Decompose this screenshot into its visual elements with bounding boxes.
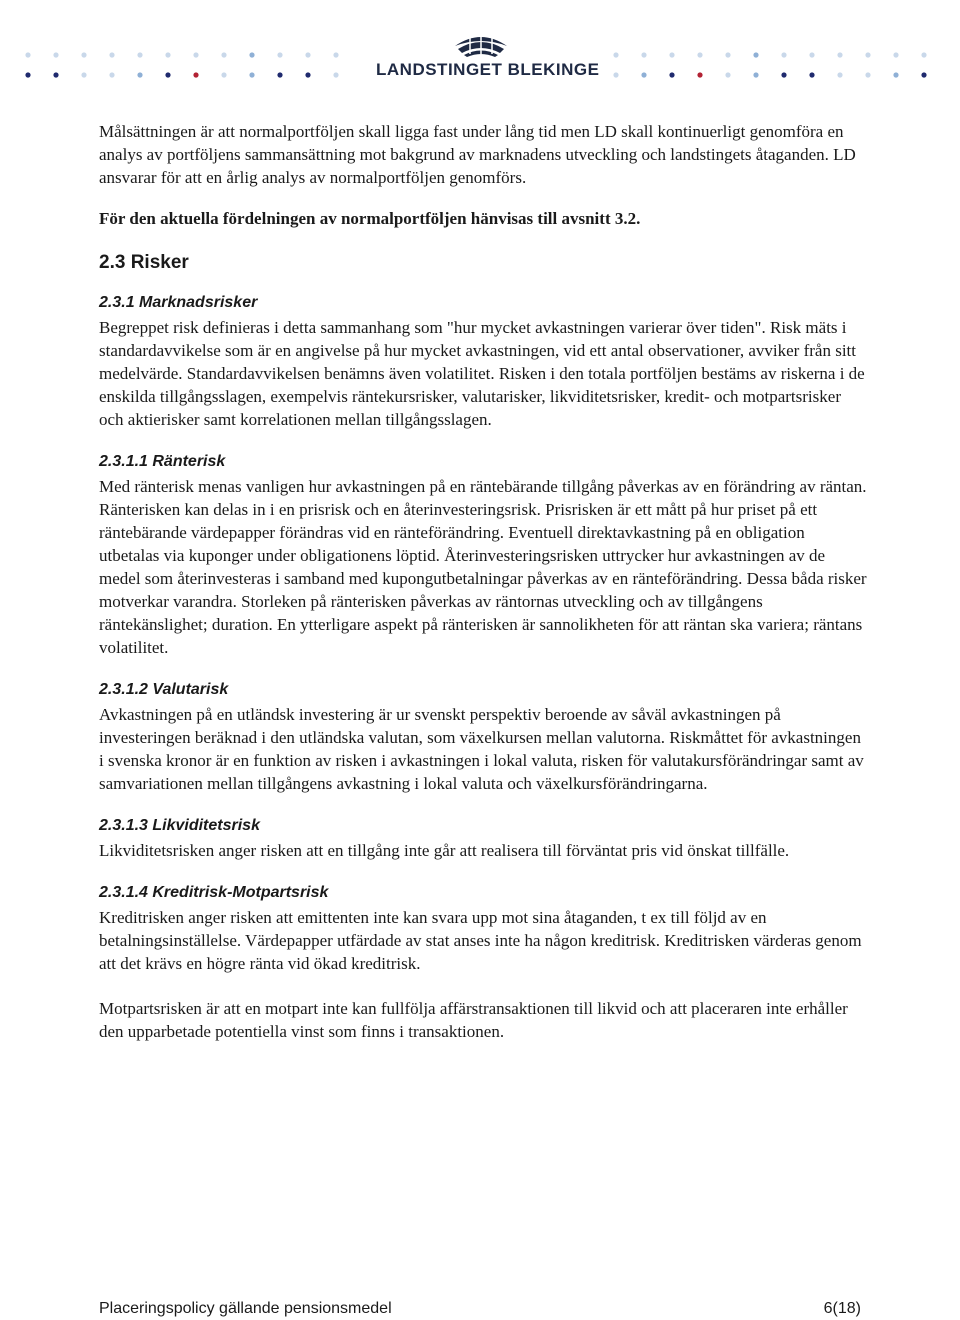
decorative-dot xyxy=(277,52,282,57)
decorative-dot xyxy=(333,52,338,57)
marknadsrisker-paragraph: Begreppet risk definieras i detta sammanhang som "hur mycket avkastningen varierar över tiden". Risk mäts i standardavvikelse som är en angivelse på hur mycket avkastningen, vid ett antal observationer, avviker från sitt medelvärde. Standardavvikelsen benämns även volatilitet. Risken i den totala portföljen bestäms av riskerna i de enskilda tillgångsslagen, exempelvis räntekursrisker, valutarisker, likviditetsrisker, kredit- och motpartsrisker och aktierisker samt korrelationen mellan tillgångsslagen. xyxy=(99,318,865,429)
subsection-heading-ranterisk: 2.3.1.1 Ränterisk xyxy=(99,453,226,470)
ship-emblem-icon xyxy=(452,30,510,58)
decorative-dot xyxy=(277,72,282,77)
footer-document-title: Placeringspolicy gällande pensionsmedel xyxy=(99,1300,392,1317)
decorative-dot xyxy=(641,52,646,57)
decorative-dot xyxy=(165,52,170,57)
motpartsrisk-paragraph: Motpartsrisken är att en motpart inte kan fullfölja affärstransaktionen till likvid och att placeraren inte erhåller den upparbetade potentiella vinst som finns i transaktionen. xyxy=(99,999,848,1041)
decorative-dot xyxy=(669,52,674,57)
decorative-dot xyxy=(921,72,926,77)
decorative-dot xyxy=(613,72,618,77)
reference-paragraph: För den aktuella fördelningen av normalportföljen hänvisas till avsnitt 3.2. xyxy=(99,209,641,228)
decorative-dot xyxy=(109,52,114,57)
organization-logo xyxy=(376,30,600,86)
page-header xyxy=(0,0,960,100)
decorative-dot xyxy=(921,52,926,57)
subsection-heading-likviditetsrisk: 2.3.1.3 Likviditetsrisk xyxy=(99,817,260,834)
subsection-heading-valutarisk: 2.3.1.2 Valutarisk xyxy=(99,681,229,698)
decorative-dot xyxy=(809,72,814,77)
decorative-dot xyxy=(221,72,226,77)
decorative-dot xyxy=(193,72,198,77)
decorative-dot xyxy=(725,72,730,77)
decorative-dot xyxy=(753,72,758,77)
valutarisk-paragraph: Avkastningen på en utländsk investering är ur svenskt perspektiv beroende av såväl avkastningen på investeringen beräknad i den utländska valutan, som växelkursen mellan valutorna. Riskmåttet för avkastningen i svenska kronor är en funktion av risken i avkastningen i lokal valuta, risken för valutakursförändringar samt av samvariationen mellan tillgångens avkastning i lokal valuta och växelkursförändringarna. xyxy=(99,705,864,793)
decorative-dot xyxy=(249,52,254,57)
decorative-dot xyxy=(753,52,758,57)
decorative-dot xyxy=(305,72,310,77)
subsection-heading-kreditrisk: 2.3.1.4 Kreditrisk-Motpartsrisk xyxy=(99,884,329,901)
likviditetsrisk-paragraph: Likviditetsrisken anger risken att en tillgång inte går att realisera till förväntat pris vid önskat tillfälle. xyxy=(99,841,790,860)
decorative-dot xyxy=(109,72,114,77)
decorative-dot xyxy=(697,72,702,77)
decorative-dot xyxy=(837,72,842,77)
document-body xyxy=(99,120,869,1043)
decorative-dot xyxy=(25,52,30,57)
kreditrisk-paragraph: Kreditrisken anger risken att emittenten inte kan svara upp mot sina åtaganden, t ex till följd av en betalningsinställelse. Värdepapper utfärdade av stat anses inte ha någon kreditrisk. Kreditrisken värderas genom att det krävs en högre ränta vid ökad kreditrisk. xyxy=(99,908,862,973)
decorative-dot xyxy=(25,72,30,77)
decorative-dot xyxy=(305,52,310,57)
decorative-dot xyxy=(613,52,618,57)
decorative-dot xyxy=(53,52,58,57)
decorative-dot xyxy=(669,72,674,77)
decorative-dot xyxy=(725,52,730,57)
section-heading-risker: 2.3 Risker xyxy=(99,252,189,273)
decorative-dot xyxy=(165,72,170,77)
decorative-dot xyxy=(865,72,870,77)
decorative-dot xyxy=(865,52,870,57)
decorative-dot xyxy=(893,52,898,57)
decorative-dot xyxy=(837,52,842,57)
decorative-dot xyxy=(137,52,142,57)
decorative-dot xyxy=(333,72,338,77)
decorative-dot xyxy=(53,72,58,77)
decorative-dot xyxy=(809,52,814,57)
decorative-dot xyxy=(249,72,254,77)
decorative-dot xyxy=(221,52,226,57)
decorative-dot xyxy=(193,52,198,57)
decorative-dot xyxy=(641,72,646,77)
decorative-dot xyxy=(697,52,702,57)
decorative-dot xyxy=(781,72,786,77)
ranterisk-paragraph: Med ränterisk menas vanligen hur avkastningen på en räntebärande tillgång påverkas av en förändring av räntan. Ränterisken kan delas in i en prisrisk och en återinvesteringsrisk. Prisrisken är ett mått på hur priset på ett räntebärande värdepapper förändras vid en ränteförändring. Eventuell direktavkastning på en obligation utbetalas via kuponger under obligationens löptid. Återinvesteringsrisken uttrycker hur avkastningen av de medel som återinvesteras i samband med kupongutbetalningar påverkas av en ränteförändring. Dessa båda risker motverkar varandra. Storleken på ränterisken påverkas av räntornas utveckling och av tillgångens räntekänslighet; duration. En ytterligare aspekt på ränterisken är sannolikheten för att räntan ska variera; räntans volatilitet. xyxy=(99,477,867,657)
decorative-dot xyxy=(81,52,86,57)
decorative-dot xyxy=(781,52,786,57)
intro-paragraph: Målsättningen är att normalportföljen skall ligga fast under lång tid men LD skall kontinuerligt genomföra en analys av portföljens sammansättning mot bakgrund av marknadens utveckling och landstingets åtaganden. LD ansvarar för att en årlig analys av normalportföljen genomförs. xyxy=(99,122,856,187)
subsection-heading-marknadsrisker: 2.3.1 Marknadsrisker xyxy=(99,294,258,311)
footer-page-number: 6(18) xyxy=(823,1300,861,1317)
logo-text: LANDSTINGET BLEKINGE xyxy=(376,60,600,79)
decorative-dot xyxy=(137,72,142,77)
decorative-dot xyxy=(81,72,86,77)
decorative-dot xyxy=(893,72,898,77)
